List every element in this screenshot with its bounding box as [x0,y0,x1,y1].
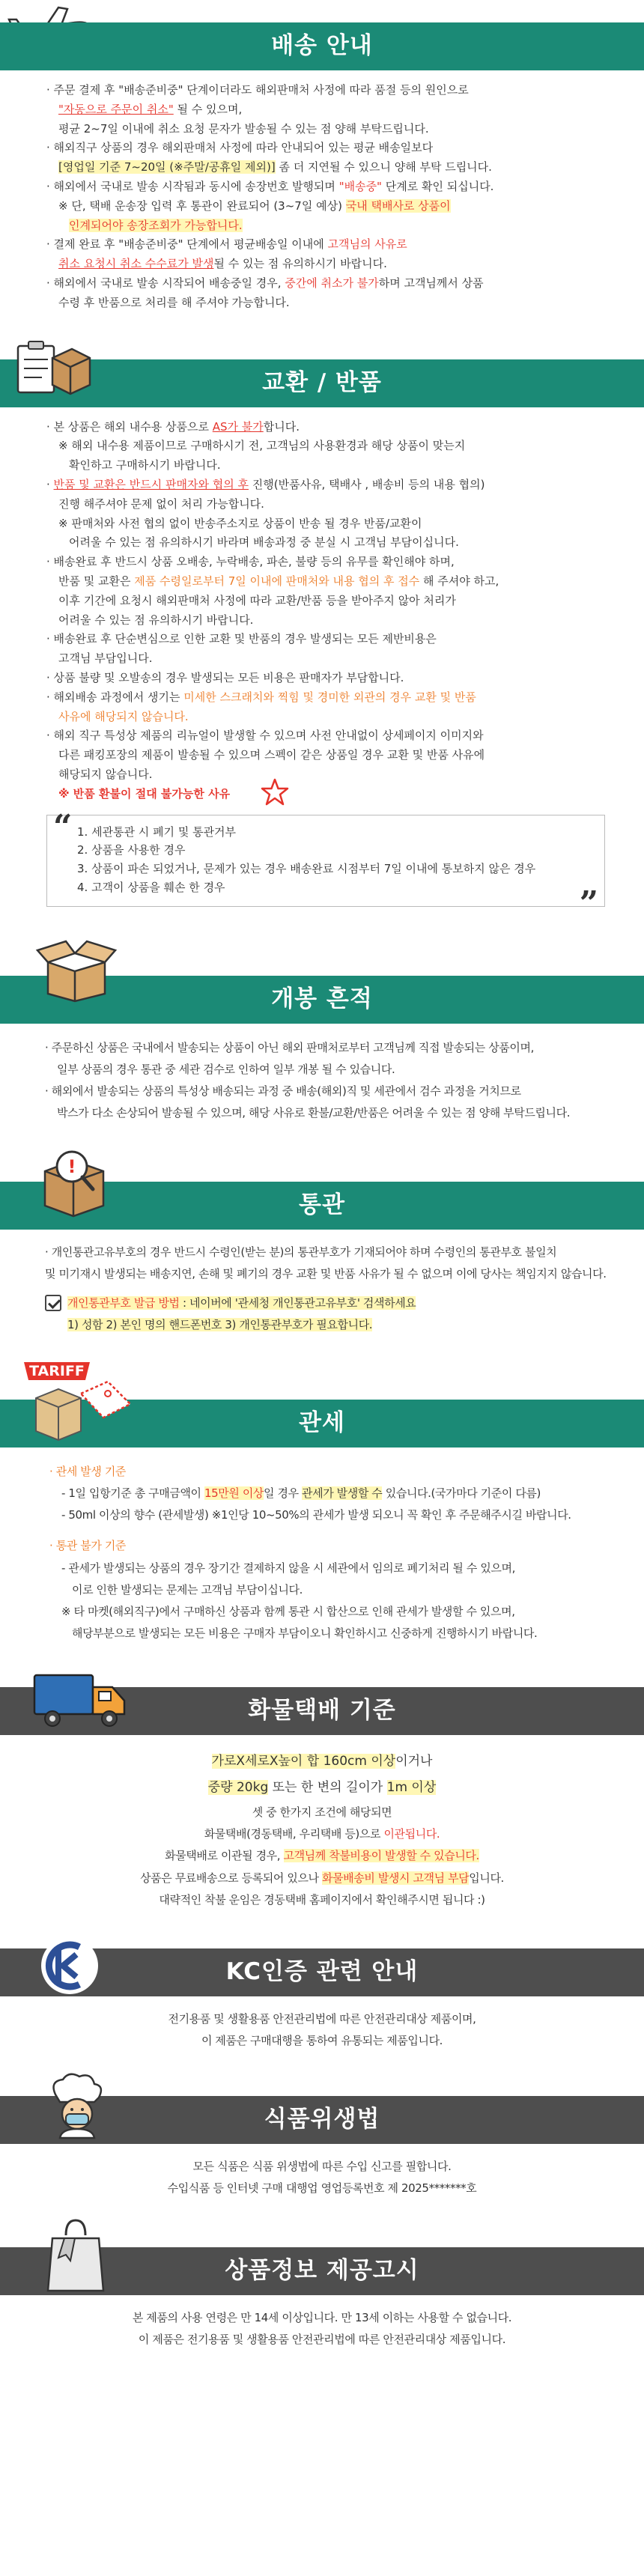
cargo-line: 입니다. [469,1871,504,1885]
shipping-line: 단계로 확인 되십니다. [381,179,494,193]
exchange-line: 합니다. [263,419,300,434]
customer-reason-text: 고객님의 사유로 [327,237,407,252]
opened-line: 박스가 다소 손상되어 발송될 수 있으며, 해당 사유로 환불/교환/반품은 어려울 수 있는 점 양해 부탁드립니다. [57,1106,571,1120]
cod-cost-text: 고객님께 착불비용이 발생할 수 있습니다. [283,1849,479,1863]
shipping-line: 좀 더 지연될 수 있으니 양해 부탁 드립니다. [275,160,492,174]
cargo-section [0,1660,644,1928]
exchange-line: 어려울 수 있는 점 유의하시기 바랍니다. [58,613,254,627]
exchange-line: ※ 해외 내수용 제품이므로 구매하시기 전, 고객님의 사용환경과 해당 상품이 맞는지 [58,439,466,453]
customs-title: 통관 [299,1191,345,1218]
customs-note [45,1292,622,1337]
consult-seller-text: 반품 및 교환은 반드시 판매자와 협의 후 [53,477,249,491]
shipping-status-text: "배송중" [338,179,382,193]
exchange-line: · 해외배송 과정에서 생기는 [46,690,184,704]
courier-text: 국내 택배사로 상품이 [345,198,451,213]
no-refund-reasons-box [46,807,605,923]
close-quote-icon: ” [579,884,598,923]
shipping-line: · 결제 완료 후 "배송준비중" 단계에서 평균배송일 이내에 [46,237,328,252]
exchange-line: 진행(반품사유, 택배사 , 배송비 등의 내용 협의) [249,477,485,491]
auto-cancel-text: "자동으로 주문이 취소" [58,102,174,116]
opened-line: · 해외에서 발송되는 상품의 특성상 배송되는 과정 중 배송(해외)직 및 세관에서 검수 과정을 거치므로 [45,1084,521,1098]
chef-icon [39,2069,114,2141]
productinfo-section [0,2213,644,2371]
minor-scratch-text-2: 사유에 해당되지 않습니다. [58,709,189,723]
cargo-line: 이관됩니다. [383,1827,440,1841]
tariff-line: - 50ml 이상의 향수 (관세발생) ※1인당 10~50%의 관세가 발생 되오니 꼭 확인 후 주문해주시길 바랍니다. [61,1508,571,1522]
exchange-line: · 본 상품은 해외 내수용 상품으로 [46,419,213,434]
exchange-line: · [46,477,54,491]
cargo-line: 이거나 [395,1753,433,1769]
exchange-title-bar [0,359,644,407]
exchange-line: 해 주셔야 하고, [419,574,499,588]
duty-text: 관세가 발생할 수 [302,1486,383,1500]
no-as-text: AS가 불가 [212,419,264,434]
exchange-line: 고객님 부담입니다. [58,651,153,666]
cargo-title: 화물택배 기준 [248,1696,396,1724]
food-line: 수입식품 등 인터넷 구매 대행업 영업등록번호 제 2025*******호 [167,2181,477,2195]
tariff-line: ※ 타 마켓(해외직구)에서 구매하신 상품과 함께 통관 시 합산으로 인해 관세가 발생할 수 있으며, [61,1605,515,1618]
exchange-section [0,328,644,935]
tariff-line: - 관세가 발생되는 상품의 경우 장기간 결제하지 않을 시 세관에서 임의로 폐기처리 될 수 있으며, [61,1561,515,1575]
exchange-title: 교환 / 반품 [262,368,382,396]
business-days-text: [영업일 기준 7~20일 (※주말/공휴일 제외)] [58,160,276,174]
customs-line: 및 미기재시 발생되는 배송지연, 손해 및 폐기의 경우 교환 및 반품 사유가 될 수 없으며 이에 당사는 책임지지 않습니다. [45,1266,607,1281]
customs-note-heading: 개인통관부호 발급 방법 [67,1296,180,1310]
food-title: 식품위생법 [264,2105,380,2133]
svg-text:!: ! [67,1155,76,1177]
exchange-line: · 상품 불량 및 오발송의 경우 발생되는 모든 비용은 판매자가 부담합니다. [46,670,404,684]
tariff-subtitle: · 관세 발생 기준 [49,1464,127,1478]
opened-line: · 주문하신 상품은 국내에서 발송되는 상품이 아닌 해외 판매처로부터 고객님께 직접 발송되는 상품이며, [45,1040,534,1054]
shipping-line: · 해외에서 국내로 발송 시작됨과 동시에 송장번호 발행되며 [46,179,339,193]
open-box-icon [30,935,120,1003]
shipping-line: · 주문 결제 후 "배송준비중" 단계이더라도 해외판매처 사정에 따라 품절 등의 원인으로 [46,83,469,97]
tariff-line: 일 경우 [264,1486,303,1500]
clipboard-box-icon [12,332,94,400]
productinfo-line: 본 제품의 사용 연령은 만 14세 이상입니다. 만 13세 이하는 사용할 수 없습니다. [132,2311,512,2325]
kc-section [0,1928,644,2066]
shipping-line: ※ 단, 택배 운송장 입력 후 통관이 완료되어 (3~7일 예상) [58,198,346,213]
exchange-line: 해당되지 않습니다. [58,767,153,781]
courier-text-2: 인계되어야 송장조회가 가능합니다. [69,218,243,232]
cargo-line: 상품은 무료배송으로 등록되어 있으나 [140,1871,322,1885]
exchange-line: 어려울 수 있는 점 유의하시기 바라며 배송과정 중 분실 시 고객님 부담이십니다. [69,535,459,550]
shipping-line: · 해외에서 국내로 발송 시작되어 배송중일 경우, [46,276,285,290]
star-icon [260,777,290,807]
customs-box-icon [34,1146,117,1218]
shipping-line: 될 수 있으며, [173,102,243,116]
tariff-section [0,1352,644,1660]
opened-section [0,935,644,1140]
cargo-line: 화물택배(경동택배, 우리택배 등) [204,1827,359,1841]
seven-day-text: 제품 수령일로부터 7일 이내에 판매처와 내용 협의 후 접수 [134,574,420,588]
reason-item: 2. 상품을 사용한 경우 [77,843,186,857]
checkbox-icon [45,1295,61,1311]
shipping-section [0,0,644,328]
cancel-fee-text: 취소 요청시 취소 수수료가 발생 [58,257,214,271]
cargo-line: 또는 한 변의 길이가 [268,1780,387,1796]
opened-line: 일부 상품의 경우 통관 중 세관 검수로 인하여 일부 개봉 될 수 있습니다. [57,1062,395,1076]
cargo-line: 화물택배로 이관될 경우, [165,1849,284,1863]
kc-mark-icon [36,1932,103,1999]
exchange-line: 다른 패킹포장의 제품이 발송될 수 있으며 스펙이 같은 상품일 경우 교환 및 반품 사유에 [58,748,485,762]
shipping-title: 배송 안내 [271,32,373,60]
cargo-fee-text: 화물배송비 발생시 고객님 부담 [322,1871,470,1885]
shipping-line: 될 수 있는 점 유의하시기 바랍니다. [213,257,387,271]
shipping-title-bar [0,22,644,70]
exchange-line: · 배송완료 후 반드시 상품 오배송, 누락배송, 파손, 불량 등의 유무를 확인해야 하며, [46,555,455,569]
customs-section [0,1140,644,1352]
cargo-line: 대략적인 착불 운임은 경동택배 홈페이지에서 확인해주시면 됩니다 :) [159,1892,485,1907]
no-refund-title: ※ 반품 환불이 절대 불가능한 사유 [58,786,231,801]
exchange-line: 확인하고 구매하시기 바랍니다. [69,458,221,473]
kc-title: KC인증 관련 안내 [225,1958,419,1986]
length-criteria: 1m 이상 [386,1780,437,1796]
customs-note-text: 1) 성함 2) 본인 명의 핸드폰번호 3) 개인통관부호가 필요합니다. [67,1318,373,1332]
kc-line: 전기용품 및 생활용품 안전관리법에 따른 안전관리대상 제품이며, [168,2012,476,2026]
customs-note-text: : 네이버에 '관세청 개인통관고유부호' 검색하세요 [179,1296,416,1310]
reason-item: 4. 고객이 상품을 훼손 한 경우 [77,880,225,894]
tariff-line: 있습니다.(국가마다 기준이 다름) [382,1486,541,1500]
exchange-line: ※ 판매처와 사전 협의 없이 반송주소지로 상품이 반송 될 경우 반품/교환이 [58,516,422,530]
tariff-badge-text: TARIFF [29,1362,85,1379]
reason-item: 1. 세관통관 시 폐기 및 통관거부 [77,824,237,839]
truck-icon [31,1666,129,1734]
tariff-line: 해당부분으로 발생되는 모든 비용은 구매자 부담이오니 확인하시고 신중하게 진행하시기 바랍니다. [72,1626,538,1641]
tariff-line: - 1일 입항기준 총 구매금액이 [61,1486,204,1500]
shipping-line: 평균 2~7일 이내에 취소 요청 문자가 발송될 수 있는 점 양해 부탁드립니다. [58,121,429,136]
productinfo-title: 상품정보 제공고시 [225,2257,419,2285]
weight-criteria: 중량 20kg [207,1780,269,1796]
customs-line: · 개인통관고유부호의 경우 반드시 수령인(받는 분)의 통관부호가 기재되어야 하며 수령인의 통관부호 불일치 [45,1245,557,1259]
exchange-line: 반품 및 교환은 [58,574,135,588]
shipping-line: 수령 후 반품으로 처리를 해 주셔야 가능합니다. [58,295,290,309]
minor-scratch-text: 미세한 스크래치와 찍힘 및 경미한 외관의 경우 교환 및 반품 [183,690,476,704]
tariff-line: 이로 인한 발생되는 문제는 고객님 부담이십니다. [72,1582,303,1597]
no-cancel-text: 중간에 취소가 불가 [285,276,379,290]
kc-line: 이 제품은 구매대행을 통하여 유통되는 제품입니다. [201,2034,443,2048]
tariff-subtitle: · 통관 불가 기준 [49,1539,127,1553]
productinfo-line: 이 제품은 전기용품 및 생활용품 안전관리법에 따른 안전관리대상 제품입니다. [138,2333,506,2347]
shipping-line: 하며 고객님께서 상품 [378,276,484,290]
food-section [0,2066,644,2214]
exchange-line: · 해외 직구 특성상 제품의 리뉴얼이 발생할 수 있으며 사전 안내없이 상세페이지 이미지와 [46,729,484,743]
exchange-line: 이후 기간에 요청시 해외판매처 사정에 따라 교환/반품 등을 받아주지 않아 처리가 [58,593,456,607]
tariff-title: 관세 [299,1409,345,1436]
open-quote-icon: “ [53,807,73,846]
exchange-line: 진행 해주셔야 문제 없이 처리 가능합니다. [58,496,264,511]
threshold-text: 15만원 이상 [204,1486,264,1500]
exchange-line: · 배송완료 후 단순변심으로 인한 교환 및 반품의 경우 발생되는 모든 제반비용은 [46,632,437,646]
size-criteria: 가로X세로X높이 합 160cm 이상 [211,1753,396,1769]
cargo-line: 으로 [359,1827,384,1841]
reason-item: 3. 상품이 파손 되었거나, 문제가 있는 경우 배송완료 시점부터 7일 이내에 통보하지 않은 경우 [77,862,536,875]
opened-title: 개봉 흔적 [271,985,373,1012]
shopping-bag-icon [42,2213,109,2295]
food-line: 모든 식품은 식품 위생법에 따른 수입 신고를 필합니다. [192,2159,452,2173]
tariff-tag-icon [21,1352,141,1449]
shipping-line: · 해외직구 상품의 경우 해외판매처 사정에 따라 안내되어 있는 평균 배송일보다 [46,141,434,155]
cargo-line: 셋 중 한가지 조건에 해당되면 [252,1805,392,1819]
